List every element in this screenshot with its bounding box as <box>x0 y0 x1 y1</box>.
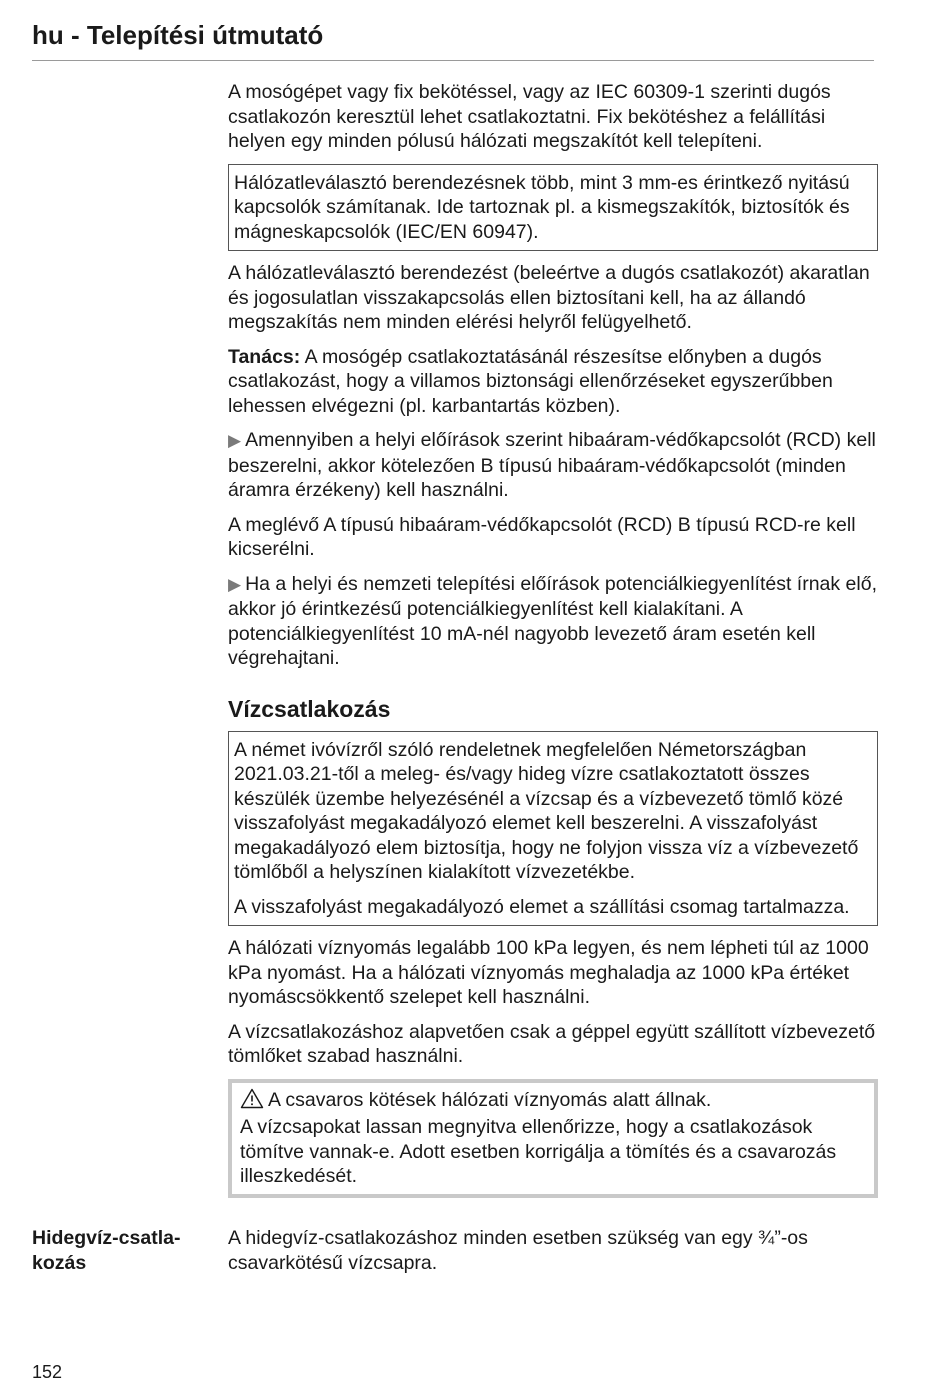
page-number: 152 <box>32 1362 63 1382</box>
paragraph-pressure: A hálózati víznyomás legalább 100 kPa legyen, és nem lépheti túl az 1000 kPa nyomást. Ha a hálózati víznyomás meghaladja az 1000 kPa értéket nyomáscsökkentő szelepet kell használni. <box>228 937 869 1008</box>
info-box <box>228 164 878 252</box>
info-box-text: Hálózatleválasztó berendezésnek több, mint 3 mm-es érintkező nyitású kapcsolók számítanak. Ide tartoznak pl. a kismegszakítók, biztosítók és mágneskapcsolók (IEC/EN 60947). <box>234 171 850 243</box>
intro-paragraph: A mosógépet vagy fix bekötéssel, vagy az IEC 60309-1 szerinti dugós csatlakozón keresztül lehet csatlakoztatni. Fix bekötéshez a felállítási helyen egy minden pólusú hálózati megszakítót kell telepíteni. <box>228 81 831 152</box>
header-divider <box>32 60 874 61</box>
section-heading: Vízcsatlakozás <box>228 695 391 722</box>
tip-paragraph <box>228 345 878 419</box>
warning-title-line <box>240 1088 866 1116</box>
paragraph-hoses: A vízcsatlakozáshoz alapvetően csak a géppel együtt szállított vízbevezető tömlőket szabad használni. <box>228 1020 876 1067</box>
bullet-equipotential <box>228 572 878 671</box>
warning-text: A vízcsapokat lassan megnyitva ellenőrizze, hogy a csatlakozások tömítve vannak-e. Adott esetben korrigálja a tömítés és a csavarozás illeszkedését. <box>240 1116 837 1187</box>
triangle-right-icon: ▶ <box>228 431 242 450</box>
page-title: hu - Telepítési útmutató <box>32 20 324 50</box>
side-label: Hidegvíz-csatla- kozás <box>32 1227 181 1274</box>
paragraph-disconnect: A hálózatleválasztó berendezést (beleértve a dugós csatlakozót) akaratlan és jogosulatlan visszakapcsolás ellen biztosítani kell, ha az állandó megszakítás nem minden elérési helyről felügyelhető. <box>228 262 870 333</box>
bullet-equipotential-text: Ha a helyi és nemzeti telepítési előírások potenciálkiegyenlítést írnak elő, akkor jó érintkezésű potenciálkiegyenlítést kell kialakítani. A potenciálkiegyenlítést 10 mA-nél nagyobb levezető áram esetén kell végrehajtani. <box>228 572 877 669</box>
main-content <box>228 80 878 1208</box>
warning-title: A csavaros kötések hálózati víznyomás alatt állnak. <box>268 1088 712 1111</box>
paragraph-rcd-replace: A meglévő A típusú hibaáram-védőkapcsolót (RCD) B típusú RCD-re kell kicserélni. <box>228 513 856 560</box>
backflow-box-text: A német ivóvízről szóló rendeletnek megfelelően Németországban 2021.03.21-től a meleg- és/vagy hideg vízre csatlakoztatott összes készülék üzembe helyezésénél a vízcsap és a vízbevezető tömlő közé visszafolyást megakadályozó elemet kell beszerelni. A visszafolyást megakadályozó elem biztosítja, hogy ne folyjon vissza víz a vízbevezető tömlőből a helyszínen kialakított vízvezetékbe. <box>234 738 859 883</box>
warning-box <box>228 1079 878 1198</box>
backflow-box-note: A visszafolyást megakadályozó elemet a szállítási csomag tartalmazza. <box>234 895 850 918</box>
tip-label: Tanács: <box>228 345 301 368</box>
side-text: A hidegvíz-csatlakozáshoz minden esetben szükség van egy ¾”-os csavarkötésű vízcsapra. <box>228 1227 808 1274</box>
backflow-box <box>228 731 878 927</box>
warning-triangle-icon <box>240 1088 264 1116</box>
triangle-right-icon: ▶ <box>228 574 242 594</box>
bullet-rcd-text: Amennyiben a helyi előírások szerint hibaáram-védőkapcsolót (RCD) kell beszerelni, akkor kötelezően B típusú hibaáram-védőkapcsolót (minden áramra érzékeny) kell használni. <box>228 429 876 501</box>
tip-text: A mosógép csatlakoztatásánál részesítse előnyben a dugós csatlakozást, hogy a villamos biztonsági ellenőrzéseket egyszerűbben lehessen elvégezni (pl. karbantartás közben). <box>228 345 833 417</box>
bullet-rcd <box>228 428 878 503</box>
